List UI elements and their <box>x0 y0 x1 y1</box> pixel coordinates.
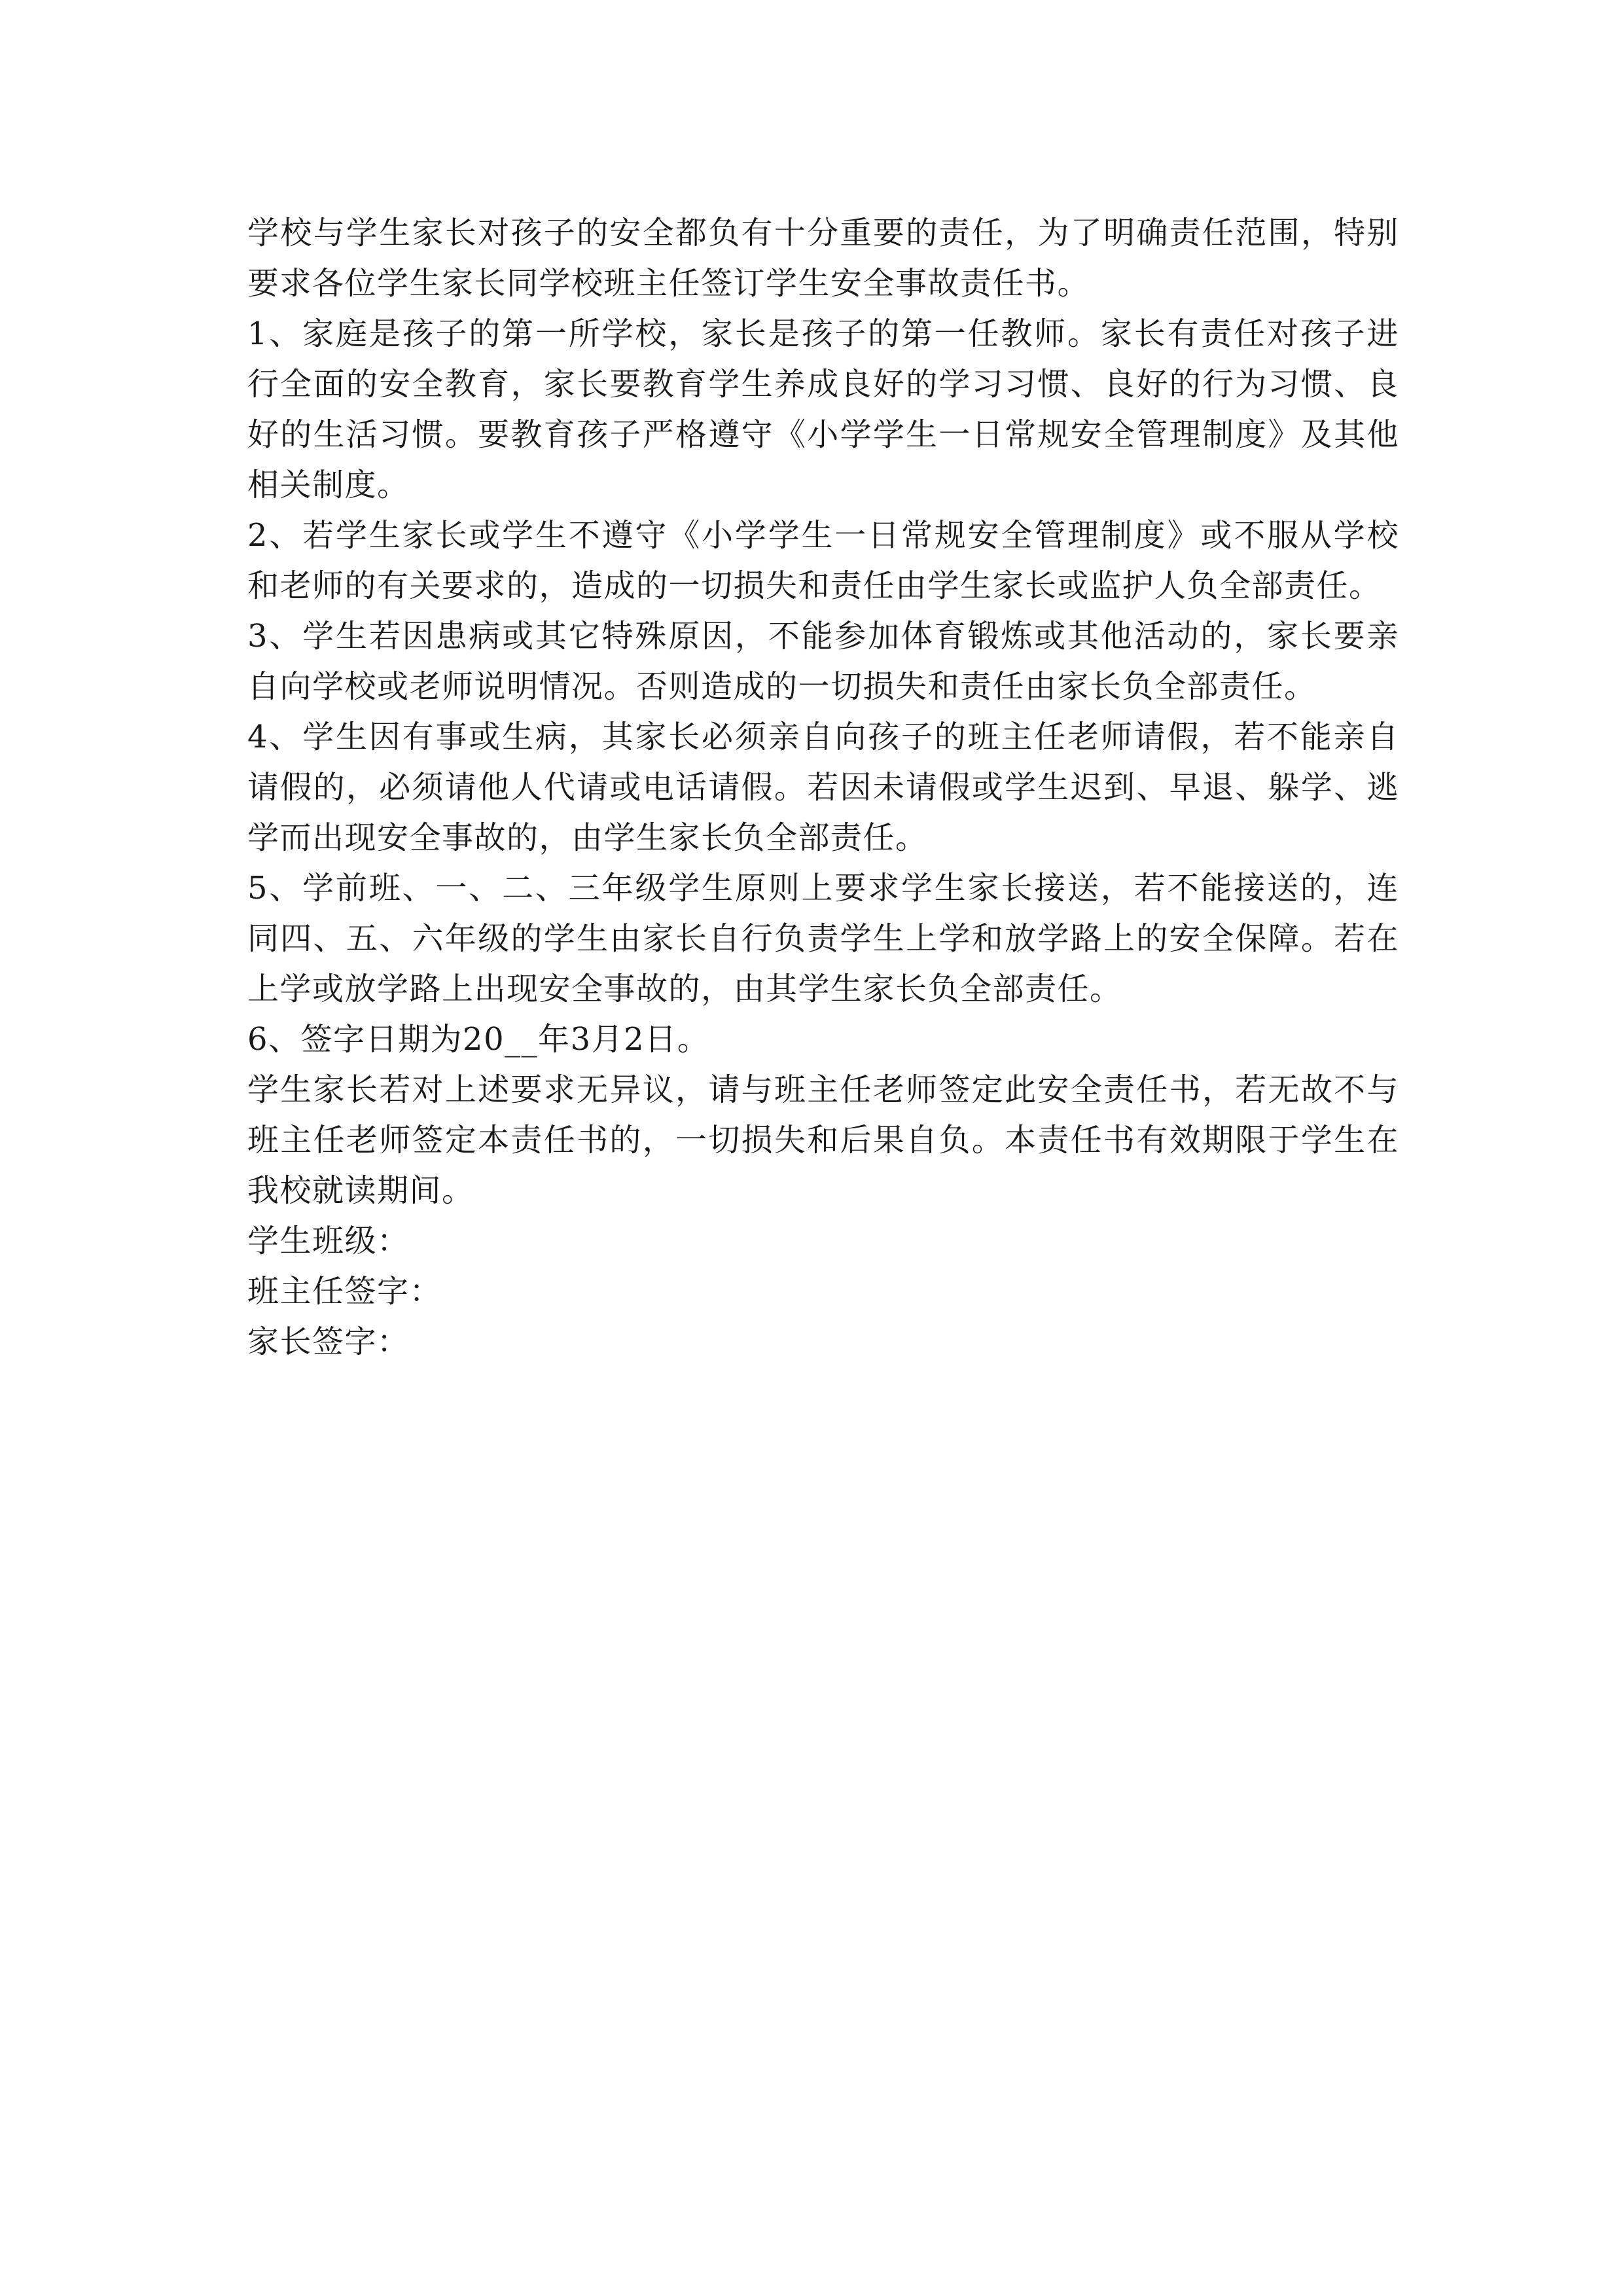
intro-paragraph: 学校与学生家长对孩子的安全都负有十分重要的责任，为了明确责任范围，特别要求各位学生家长同学校班主任签订学生安全事故责任书。 <box>247 215 1399 302</box>
clause-4: 4、学生因有事或生病，其家长必须亲自向孩子的班主任老师请假，若不能亲自请假的，必须请他人代请或电话请假。若因未请假或学生迟到、早退、躲学、逃学而出现安全事故的，由学生家长负全部责任。 <box>247 719 1399 856</box>
clause-2: 2、若学生家长或学生不遵守《小学学生一日常规安全管理制度》或不服从学校和老师的有关要求的，造成的一切损失和责任由学生家长或监护人负全部责任。 <box>247 517 1399 604</box>
clause-3: 3、学生若因患病或其它特殊原因，不能参加体育锻炼或其他活动的，家长要亲自向学校或老师说明情况。否则造成的一切损失和责任由家长负全部责任。 <box>247 618 1399 705</box>
clause-5: 5、学前班、一、二、三年级学生原则上要求学生家长接送，若不能接送的，连同四、五、六年级的学生由家长自行负责学生上学和放学路上的安全保障。若在上学或放学路上出现安全事故的，由其学生家长负全部责任。 <box>247 870 1399 1007</box>
clause-1: 1、家庭是孩子的第一所学校，家长是孩子的第一任教师。家长有责任对孩子进行全面的安全教育，家长要教育学生养成良好的学习习惯、良好的行为习惯、良好的生活习惯。要教育孩子严格遵守《小学学生一日常规安全管理制度》及其他相关制度。 <box>247 315 1399 503</box>
document-body <box>247 208 1399 1367</box>
student-class-field: 学生班级： <box>247 1223 410 1259</box>
teacher-signature-field: 班主任签字： <box>247 1273 442 1310</box>
closing-paragraph: 学生家长若对上述要求无异议，请与班主任老师签定此安全责任书，若无故不与班主任老师签定本责任书的，一切损失和后果自负。本责任书有效期限于学生在我校就读期间。 <box>247 1071 1399 1209</box>
parent-signature-field: 家长签字： <box>247 1323 410 1360</box>
clause-6-sign-date: 6、签字日期为20__年3月2日。 <box>247 1021 710 1058</box>
